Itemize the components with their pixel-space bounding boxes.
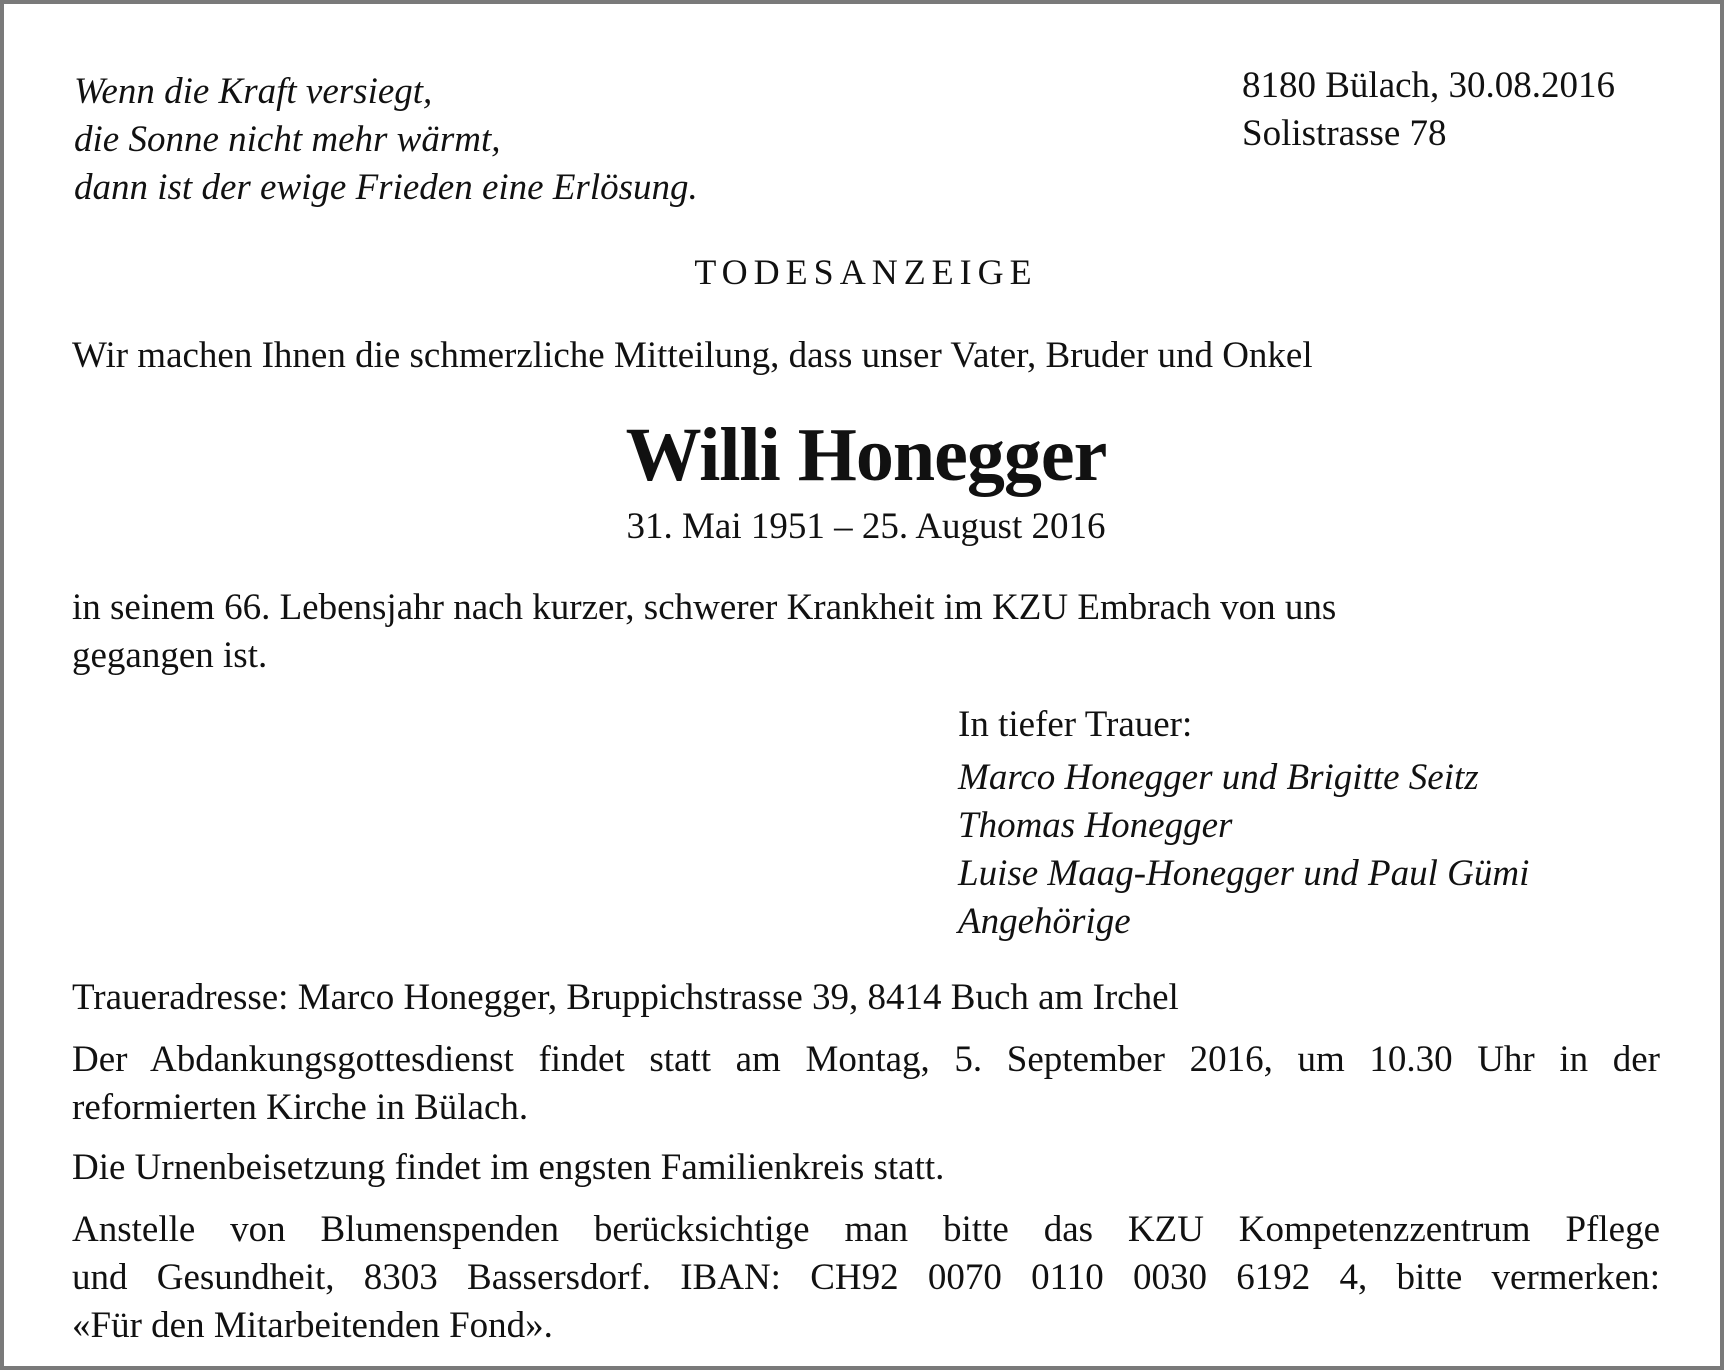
city-date: 8180 Bülach, 30.08.2016: [1242, 65, 1616, 106]
service-info: [72, 1036, 1660, 1132]
passing-line: in seinem 66. Lebensjahr nach kurzer, schwerer Krankheit im KZU Embrach von uns: [72, 587, 1337, 628]
intro-text: Wir machen Ihnen die schmerzliche Mitteilung, dass unser Vater, Bruder und Onkel: [72, 335, 1313, 376]
mourner-name: Angehörige: [958, 901, 1131, 942]
donation-line: und Gesundheit, 8303 Bassersdorf. IBAN: CH92 0070 0110 0030 6192 4, bitte vermerken:: [72, 1257, 1660, 1298]
life-dates: 31. Mai 1951 – 25. August 2016: [626, 506, 1106, 547]
passing-text: [72, 584, 1336, 680]
mourner-name: Luise Maag-Honegger und Paul Gümi: [958, 853, 1530, 894]
notice-heading: TODESANZEIGE: [694, 252, 1038, 292]
mourning-label: In tiefer Trauer:: [958, 704, 1193, 745]
motto-line: Wenn die Kraft versiegt,: [74, 71, 433, 112]
motto-line: die Sonne nicht mehr wärmt,: [74, 119, 501, 160]
mourners-list: [958, 754, 1529, 946]
motto-verse: [74, 68, 698, 212]
deceased-name: Willi Honegger: [625, 413, 1107, 497]
mourner-name: Marco Honegger und Brigitte Seitz: [958, 757, 1479, 798]
donation-line: «Für den Mitarbeitenden Fond».: [72, 1305, 553, 1346]
passing-line: gegangen ist.: [72, 635, 268, 676]
mourning-address: Traueradresse: Marco Honegger, Bruppichstrasse 39, 8414 Buch am Irchel: [72, 977, 1179, 1018]
burial-info: Die Urnenbeisetzung findet im engsten Familienkreis statt.: [72, 1147, 945, 1188]
motto-line: dann ist der ewige Frieden eine Erlösung.: [74, 167, 698, 208]
mourner-name: Thomas Honegger: [958, 805, 1233, 846]
donation-line: Anstelle von Blumenspenden berücksichtige man bitte das KZU Kompetenzzentrum Pflege: [72, 1209, 1660, 1250]
service-line: reformierten Kirche in Bülach.: [72, 1087, 529, 1128]
service-line: Der Abdankungsgottesdienst findet statt am Montag, 5. September 2016, um 10.30 Uhr in der: [72, 1039, 1660, 1080]
place-and-date: [1242, 62, 1615, 158]
donation-info: [72, 1206, 1660, 1350]
street-address: Solistrasse 78: [1242, 113, 1447, 154]
